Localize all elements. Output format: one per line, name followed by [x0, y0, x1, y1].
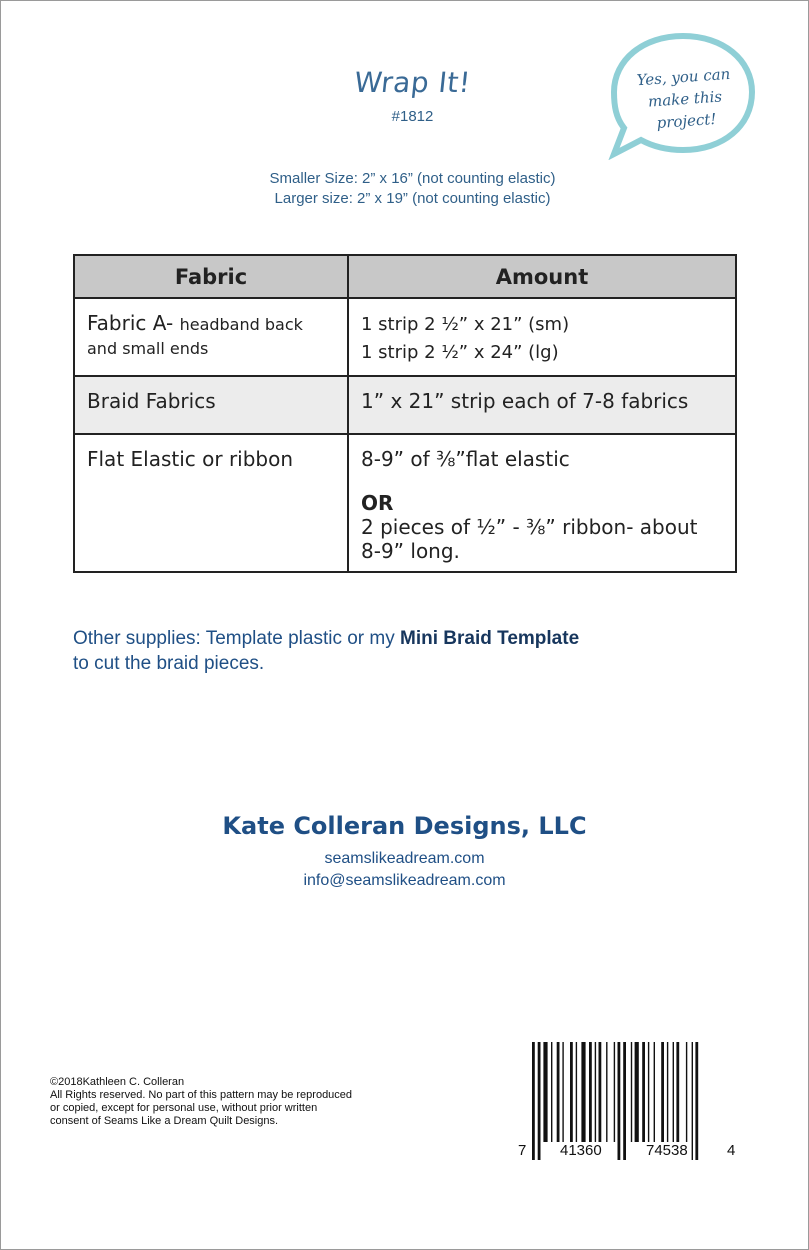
bubble-line: make this — [647, 87, 723, 111]
copyright-line: or copied, except for personal use, without prior written — [50, 1102, 318, 1114]
amount-column-header: Amount — [348, 255, 736, 298]
fabric-table — [73, 254, 737, 573]
fabric-cell — [74, 434, 348, 572]
barcode-bar — [532, 1042, 535, 1160]
barcode-bar — [614, 1042, 615, 1142]
barcode-bar — [667, 1042, 668, 1142]
pattern-number: #1812 — [391, 108, 434, 125]
amount-line: 1 strip 2 ½” x 24” (lg) — [361, 342, 559, 363]
fabric-cell — [74, 298, 348, 376]
barcode-bar — [589, 1042, 592, 1142]
speech-bubble-text — [623, 62, 747, 136]
barcode-bar — [570, 1042, 573, 1142]
barcode-digit: 4 — [727, 1142, 736, 1159]
barcode-bar — [648, 1042, 649, 1142]
barcode-bar — [551, 1042, 552, 1142]
larger-size: Larger size: 2” x 19” (not counting elastic) — [274, 190, 551, 207]
table-header-row — [74, 255, 736, 298]
barcode-bar — [576, 1042, 577, 1142]
barcode-bar — [606, 1042, 607, 1142]
company-contact — [0, 848, 809, 892]
barcode-bar — [557, 1042, 560, 1142]
barcode-icon — [514, 1040, 744, 1165]
mini-braid-template-link: Mini Braid Template — [400, 628, 580, 649]
barcode-digit: 7 — [518, 1142, 527, 1159]
fabric-name: Flat Elastic or ribbon — [87, 447, 294, 471]
table-row — [74, 434, 736, 572]
size-info — [0, 169, 809, 209]
barcode-bar — [562, 1042, 563, 1142]
or-label: OR — [361, 491, 394, 515]
barcode-bar — [599, 1042, 602, 1142]
amount-cell — [348, 376, 736, 434]
smaller-size: Smaller Size: 2” x 16” (not counting elastic) — [269, 170, 556, 187]
barcode-bar — [635, 1042, 639, 1142]
barcode-digit: 41360 — [560, 1142, 602, 1159]
copyright-notice — [50, 1076, 410, 1128]
barcode-bar — [618, 1042, 621, 1160]
fabric-column-header: Fabric — [74, 255, 348, 298]
barcode-bar — [538, 1042, 541, 1160]
amount-line: 1 strip 2 ½” x 21” (sm) — [361, 314, 570, 335]
fabric-name: Braid Fabrics — [87, 389, 216, 413]
email-link[interactable]: info@seamslikeadream.com — [303, 872, 506, 889]
barcode-bar — [654, 1042, 655, 1142]
fabric-detail: headband back and small ends — [87, 315, 303, 358]
barcode-bar — [695, 1042, 698, 1160]
amount-line: 2 pieces of ½” - ⅜” ribbon- about 8-9” long. — [361, 515, 698, 563]
barcode-bar — [661, 1042, 664, 1142]
barcode-bar — [543, 1042, 547, 1142]
copyright-line: All Rights reserved. No part of this pattern may be reproduced — [50, 1089, 353, 1101]
bubble-line: Yes, you can — [636, 64, 731, 90]
table-row — [74, 298, 736, 376]
barcode-bar — [642, 1042, 645, 1142]
pattern-title: Wrap It! — [352, 66, 473, 99]
amount-cell — [348, 434, 736, 572]
fabric-cell — [74, 376, 348, 434]
barcode-bar — [631, 1042, 632, 1142]
supplies-suffix: to cut the braid pieces. — [73, 653, 265, 674]
amount-cell — [348, 298, 736, 376]
table-row — [74, 376, 736, 434]
barcode-bar — [686, 1042, 687, 1142]
copyright-line: ©2018Kathleen C. Colleran — [50, 1076, 185, 1088]
website-link[interactable]: seamslikeadream.com — [324, 850, 485, 867]
barcode-digit: 74538 — [646, 1142, 688, 1159]
other-supplies — [73, 626, 693, 676]
bubble-line: project! — [656, 109, 717, 133]
barcode-bar — [676, 1042, 679, 1142]
company-name: Kate Colleran Designs, LLC — [222, 812, 587, 840]
barcode-bar — [623, 1042, 626, 1160]
supplies-prefix: Other supplies: Template plastic or my — [73, 628, 401, 649]
amount-line: 8-9” of ⅜”flat elastic — [361, 447, 570, 471]
barcode-bar — [692, 1042, 693, 1160]
barcode-bar — [673, 1042, 674, 1142]
barcode-bar — [581, 1042, 585, 1142]
copyright-line: consent of Seams Like a Dream Quilt Designs. — [50, 1115, 279, 1127]
amount-line: 1” x 21” strip each of 7-8 fabrics — [361, 389, 689, 413]
fabric-name: Fabric A- — [87, 311, 174, 335]
barcode-bar — [595, 1042, 596, 1142]
